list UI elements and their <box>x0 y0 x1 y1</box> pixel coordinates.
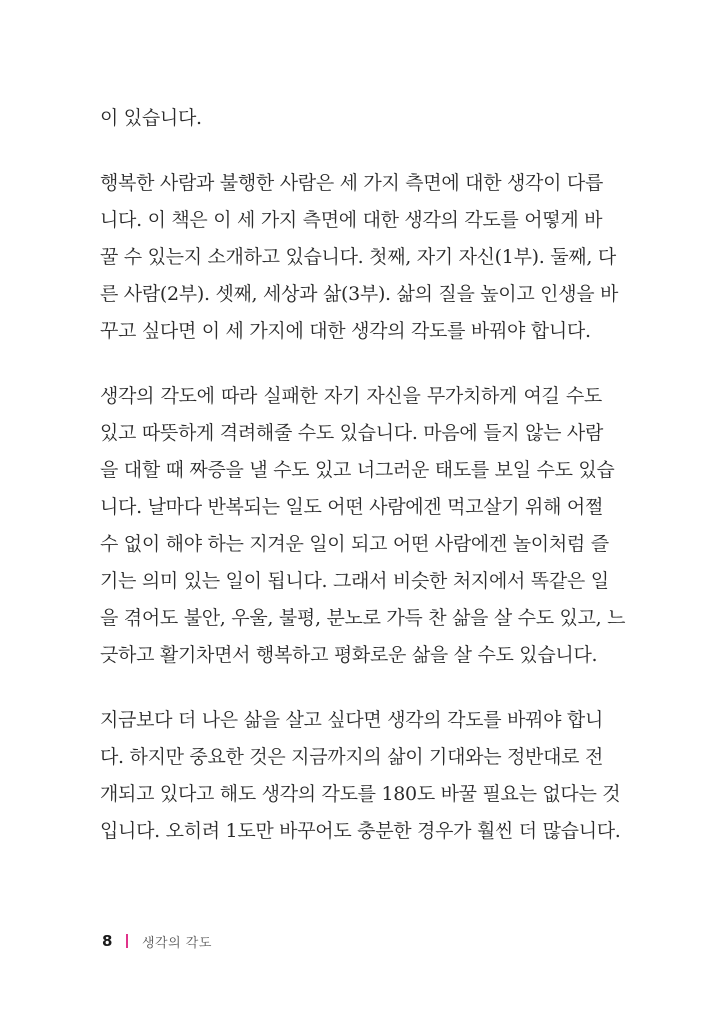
text-line: 기는 의미 있는 일이 됩니다. 그래서 비슷한 처지에서 똑같은 일 <box>100 570 609 592</box>
page-body <box>100 100 626 850</box>
text-line: 다. 하지만 중요한 것은 지금까지의 삶이 기대와는 정반대로 전 <box>100 746 604 768</box>
text-line: 수 없이 해야 하는 지겨운 일이 되고 어떤 사람에겐 놀이처럼 즐 <box>100 533 609 555</box>
text-line: 이 있습니다. <box>100 107 202 129</box>
text-line: 긋하고 활기차면서 행복하고 평화로운 삶을 살 수도 있습니다. <box>100 644 598 666</box>
page-number: 8 <box>102 932 113 950</box>
running-title: 생각의 각도 <box>142 935 212 951</box>
text-line: 생각의 각도에 따라 실패한 자기 자신을 무가치하게 여길 수도 <box>100 385 602 407</box>
text-line: 을 겪어도 불안, 우울, 불평, 분노로 가득 찬 삶을 살 수도 있고, 느 <box>100 607 626 629</box>
text-line: 꾸고 싶다면 이 세 가지에 대한 생각의 각도를 바꿔야 합니다. <box>100 320 591 342</box>
text-line: 니다. 이 책은 이 세 가지 측면에 대한 생각의 각도를 어떻게 바 <box>100 209 603 231</box>
paragraph-1 <box>100 100 602 137</box>
text-line: 개되고 있다고 해도 생각의 각도를 180도 바꿀 필요는 없다는 것 <box>100 783 621 805</box>
paragraph-gap <box>100 350 602 378</box>
page-footer <box>102 928 212 954</box>
text-line: 입니다. 오히려 1도만 바꾸어도 충분한 경우가 훨씬 더 많습니다. <box>100 820 621 842</box>
text-line: 지금보다 더 나은 삶을 살고 싶다면 생각의 각도를 바꿔야 합니 <box>100 709 604 731</box>
text-line: 니다. 날마다 반복되는 일도 어떤 사람에겐 먹고살기 위해 어쩔 <box>100 496 604 518</box>
paragraph-gap <box>100 137 602 165</box>
paragraph-4 <box>100 702 621 850</box>
text-line: 행복한 사람과 불행한 사람은 세 가지 측면에 대한 생각이 다릅 <box>100 172 604 194</box>
paragraph-2 <box>100 165 619 350</box>
paragraph-3 <box>100 378 626 674</box>
paragraph-gap <box>100 674 602 702</box>
text-line: 을 대할 때 짜증을 낼 수도 있고 너그러운 태도를 보일 수도 있습 <box>100 459 615 481</box>
text-line: 른 사람(2부). 셋째, 세상과 삶(3부). 삶의 질을 높이고 인생을 바 <box>100 283 619 305</box>
text-line: 꿀 수 있는지 소개하고 있습니다. 첫째, 자기 자신(1부). 둘째, 다 <box>100 246 616 268</box>
text-line: 있고 따뜻하게 격려해줄 수도 있습니다. 마음에 들지 않는 사람 <box>100 422 604 444</box>
footer-divider <box>126 934 128 948</box>
